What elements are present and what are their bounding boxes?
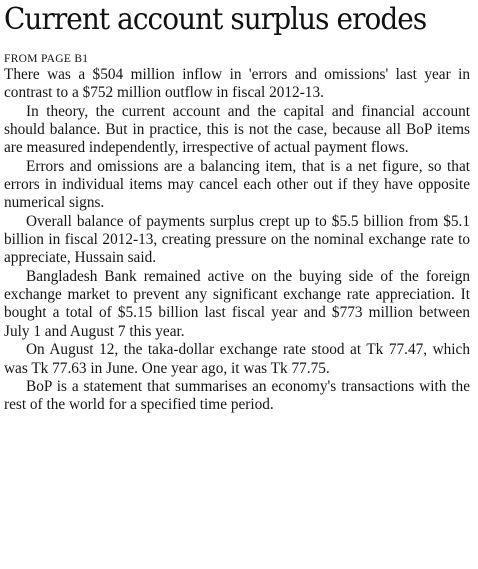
article-headline: Current account surplus erodes <box>4 2 427 37</box>
article-paragraph: Errors and omissions are a balancing item, that is a net figure, so that errors in individual items may cancel each other out if they have opposite numerical signs. <box>4 157 470 212</box>
article-paragraph: In theory, the current account and the capital and financial account should balance. But in practice, this is not the case, because all BoP items are measured independently, irrespective of actual payment flows. <box>4 102 470 157</box>
article-body <box>4 66 470 415</box>
article-paragraph: There was a $504 million inflow in 'errors and omissions' last year in contrast to a $752 million outflow in fiscal 2012-13. <box>4 66 470 102</box>
news-article <box>4 0 470 415</box>
jump-line: FROM PAGE B1 <box>4 53 89 65</box>
article-paragraph: Bangladesh Bank remained active on the buying side of the foreign exchange market to prevent any significant exchange rate appreciation. It bought a total of $5.15 billion last fiscal year and $773 million between July 1 and August 7 this year. <box>4 267 470 340</box>
article-paragraph: BoP is a statement that summarises an economy's transactions with the rest of the world for a specified time period. <box>4 377 470 414</box>
article-paragraph: Overall balance of payments surplus crept up to $5.5 billion from $5.1 billion in fiscal 2012-13, creating pressure on the nominal exchange rate to appreciate, Hussain said. <box>4 212 470 267</box>
article-paragraph: On August 12, the taka-dollar exchange rate stood at Tk 77.47, which was Tk 77.63 in June. One year ago, it was Tk 77.75. <box>4 341 470 377</box>
